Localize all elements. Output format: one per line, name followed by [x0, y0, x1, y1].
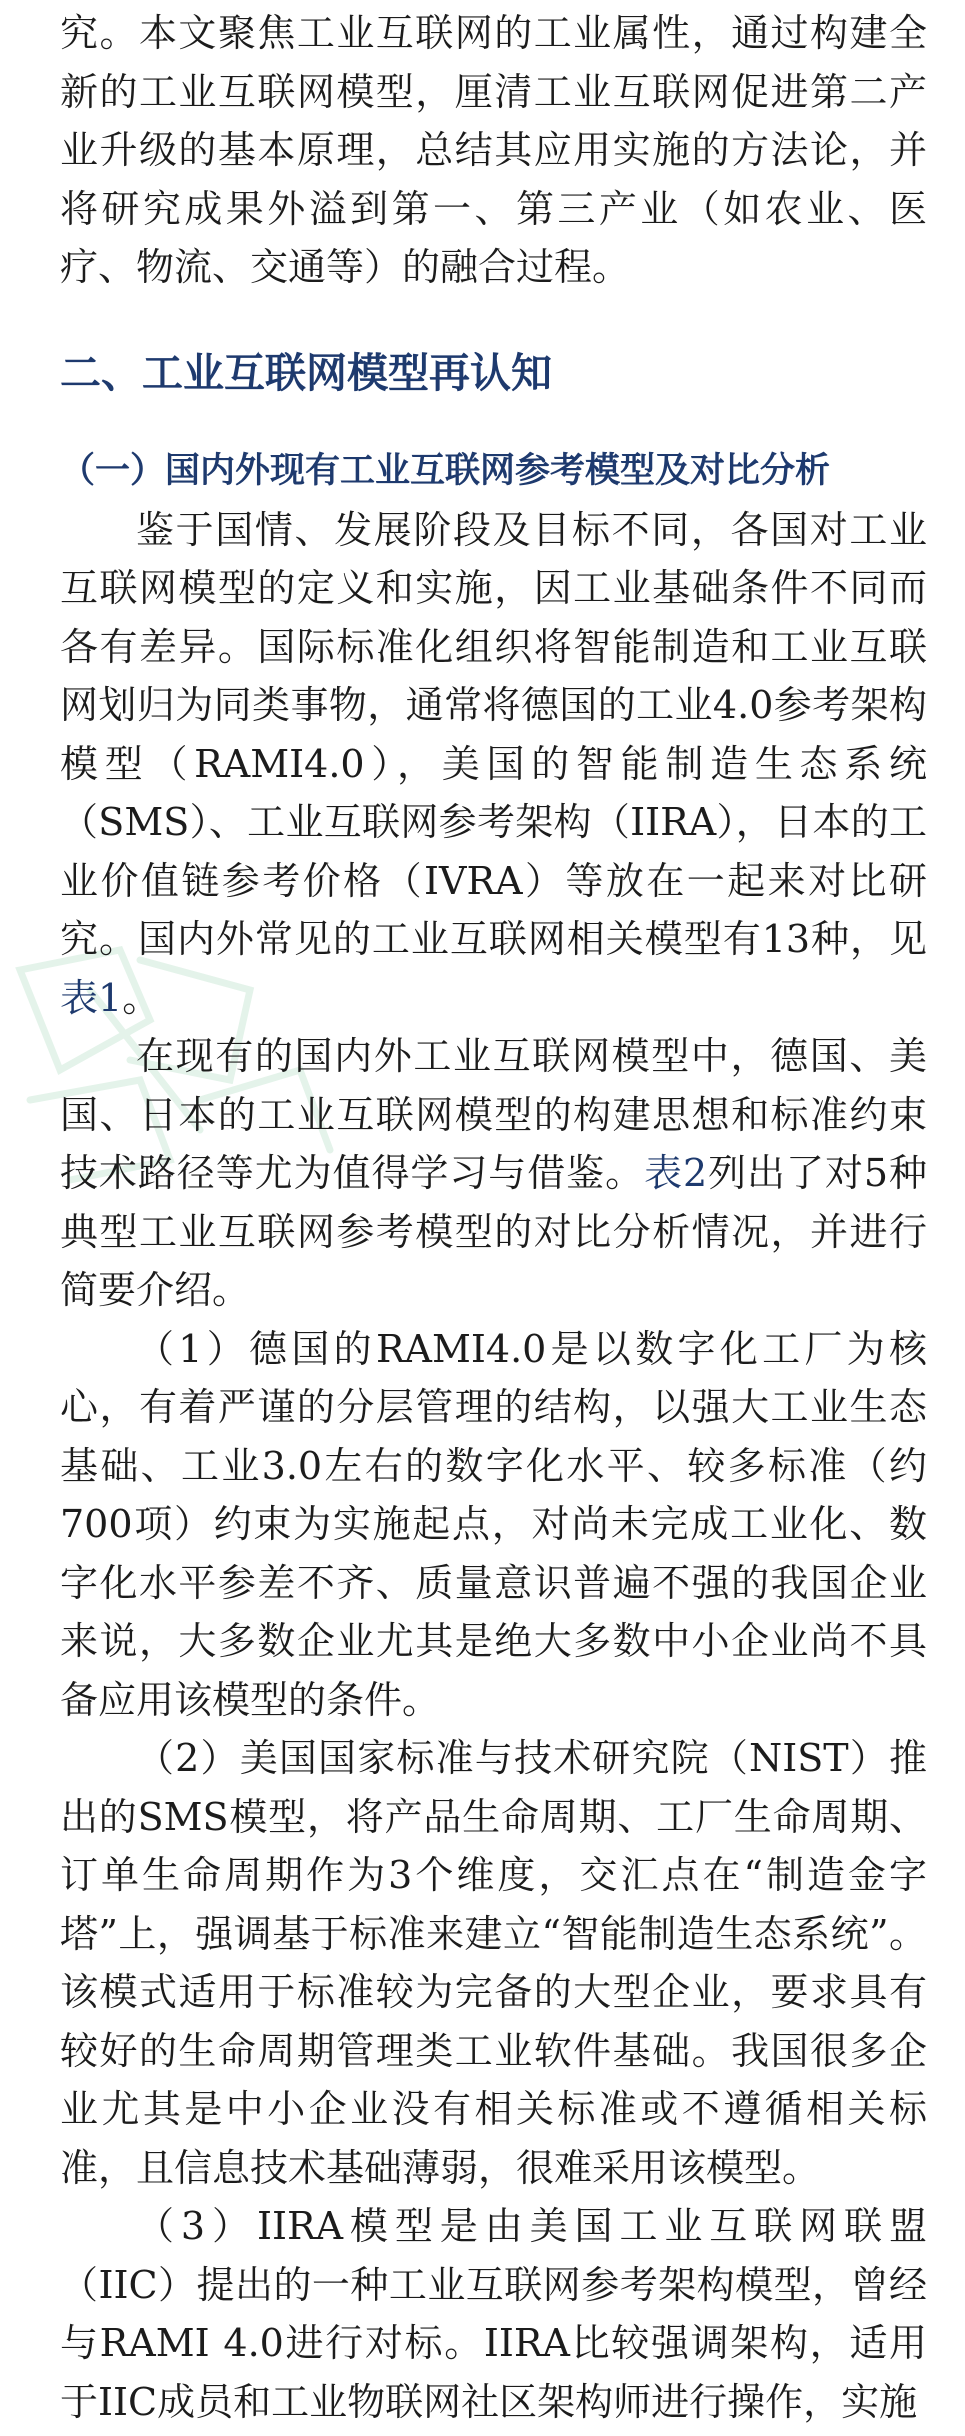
paragraph-2-text: 在现有的国内外工业互联网模型中，德国、美国、日本的工业互联网模型的构建思想和标准约束技术路径等尤为值得学习与借鉴。 [60, 1034, 927, 1195]
paragraph-2 [60, 1027, 927, 1320]
table-2-link[interactable]: 表2 [644, 1151, 708, 1195]
paragraph-1-end: 。 [122, 975, 161, 1020]
paragraph-2-end: 列出了对5种典型工业互联网参考模型的对比分析情况，并进行简要介绍。 [60, 1151, 927, 1312]
paragraph-1-text: 鉴于国情、发展阶段及目标不同，各国对工业互联网模型的定义和实施，因工业基础条件不同而各有差异。国际标准化组织将智能制造和工业互联网划归为同类事物，通常将德国的工业4.0参考架构模型（RAMI4.0），美国的智能制造生态系统（SMS）、工业互联网参考架构（IIRA），日本的工业价值链参考价格（IVRA）等放在一起来对比研究。国内外常见的工业互联网相关模型有13种，见 [60, 507, 927, 961]
list-item-3: （3）IIRA模型是由美国工业互联网联盟（IIC）提出的一种工业互联网参考架构模型，曾经与RAMI 4.0进行对标。IIRA比较强调架构，适用于IIC成员和工业物联网社区架构师进行操作，实施 [60, 2204, 927, 2424]
list-item-2: （2）美国国家标准与技术研究院（NIST）推出的SMS模型，将产品生命周期、工厂生命周期、订单生命周期作为3个维度，交汇点在“制造金字塔”上，强调基于标准来建立“智能制造生态系统”。该模式适用于标准较为完备的大型企业，要求具有较好的生命周期管理类工业软件基础。我国很多企业尤其是中小企业没有相关标准或不遵循相关标准，且信息技术基础薄弱，很难采用该模型。 [60, 1736, 927, 2190]
table-1-link[interactable]: 表1 [60, 975, 123, 1020]
subsection-heading: （一）国内外现有工业互联网参考模型及对比分析 [60, 450, 831, 491]
paragraph-1 [60, 501, 927, 1028]
intro-paragraph: 究。本文聚焦工业互联网的工业属性，通过构建全新的工业互联网模型，厘清工业互联网促进第二产业升级的基本原理，总结其应用实施的方法论，并将研究成果外溢到第一、第三产业（如农业、医疗、物流、交通等）的融合过程。 [60, 11, 927, 289]
list-item-1: （1）德国的RAMI4.0是以数字化工厂为核心，有着严谨的分层管理的结构，以强大工业生态基础、工业3.0左右的数字化水平、较多标准（约700项）约束为实施起点，对尚未完成工业化、数字化水平参差不齐、质量意识普遍不强的我国企业来说，大多数企业尤其是绝大多数中小企业尚不具备应用该模型的条件。 [60, 1326, 927, 1722]
section-heading: 二、工业互联网模型再认知 [60, 348, 552, 397]
